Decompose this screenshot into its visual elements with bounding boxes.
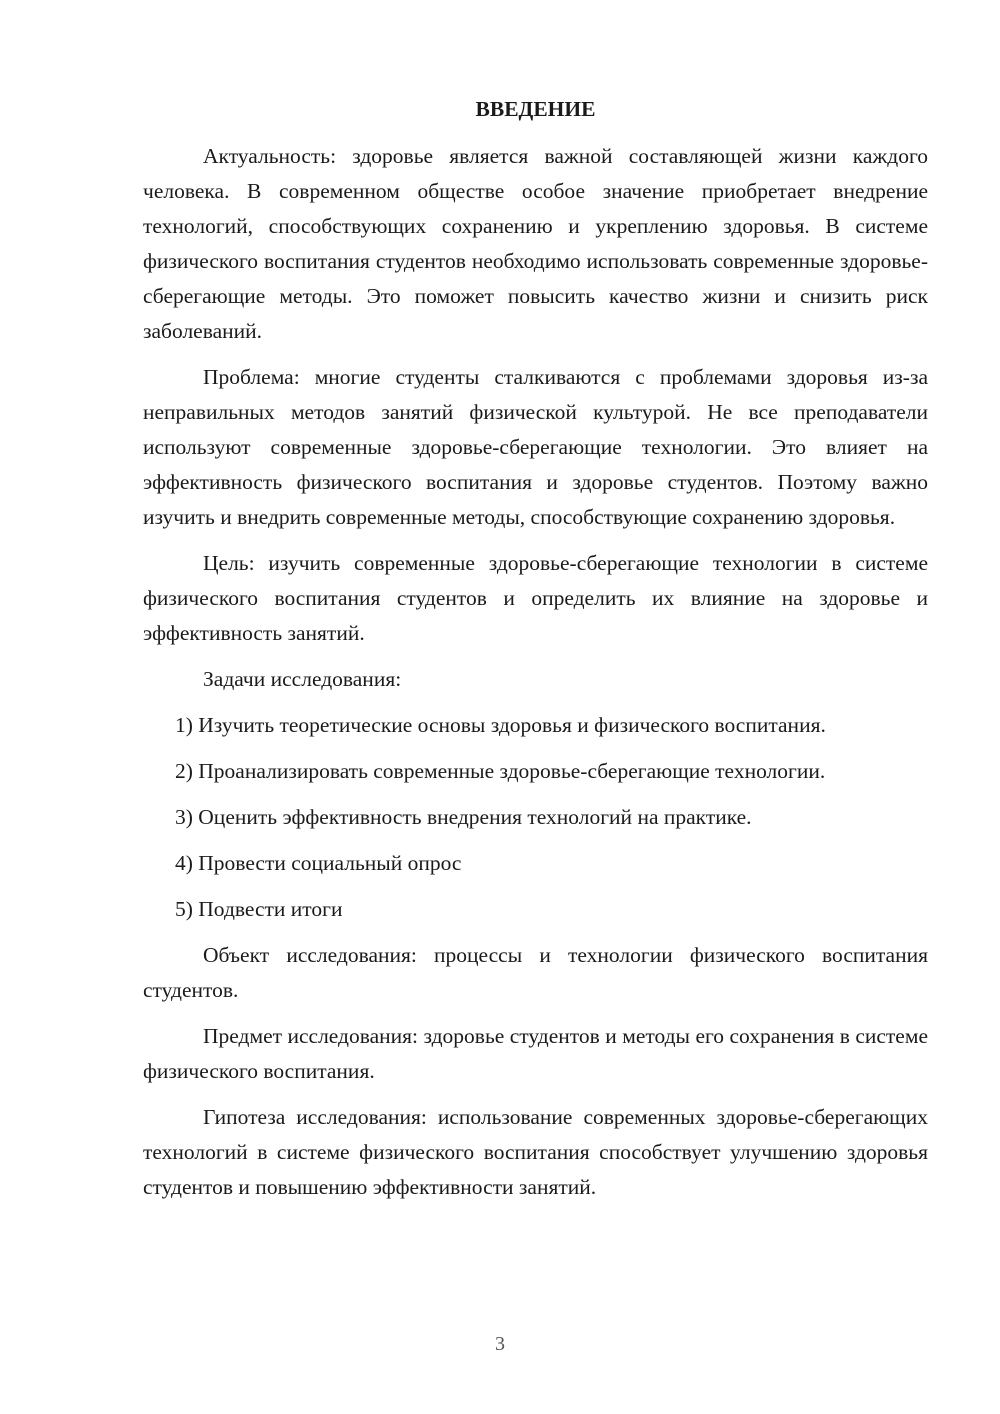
page-title: ВВЕДЕНИЕ	[475, 97, 596, 121]
tasks-heading: Задачи исследования:	[203, 667, 402, 691]
page-number: 3	[495, 1333, 505, 1355]
task-item-1: 1) Изучить теоретические основы здоровья и физического воспитания.	[175, 713, 826, 737]
paragraph-goal: Цель: изучить современные здоровье-сберегающие технологии в системе физического воспитания студентов и определить их влияние на здоровье и эффективность занятий.	[143, 551, 928, 645]
document-page	[143, 92, 928, 1216]
paragraph-problem: Проблема: многие студенты сталкиваются с проблемами здоровья из-за неправильных методов занятий физической культурой. Не все преподаватели используют современные здоровье-сберегающие технологии. Это влияет на эффективность физического воспитания и здоровье студентов. Поэтому важно изучить и внедрить современные методы, способствующие сохранению здоровья.	[143, 365, 928, 529]
paragraph-object: Объект исследования: процессы и технологии физического воспитания студентов.	[143, 943, 928, 1002]
paragraph-relevance: Актуальность: здоровье является важной составляющей жизни каждого человека. В современном обществе особое значение приобретает внедрение технологий, способствующих сохранению и укреплению здоровья. В системе физического воспитания студентов необходимо использовать современные здоровье-сберегающие методы. Это поможет повысить качество жизни и снизить риск заболеваний.	[143, 144, 928, 343]
task-item-3: 3) Оценить эффективность внедрения технологий на практике.	[175, 805, 752, 829]
paragraph-subject: Предмет исследования: здоровье студентов и методы его сохранения в системе физического воспитания.	[143, 1024, 928, 1083]
paragraph-hypothesis: Гипотеза исследования: использование современных здоровье-сберегающих технологий в системе физического воспитания способствует улучшению здоровья студентов и повышению эффективности занятий.	[143, 1105, 928, 1199]
task-item-5: 5) Подвести итоги	[175, 897, 343, 921]
task-item-4: 4) Провести социальный опрос	[175, 851, 462, 875]
task-item-2: 2) Проанализировать современные здоровье-сберегающие технологии.	[175, 759, 826, 783]
